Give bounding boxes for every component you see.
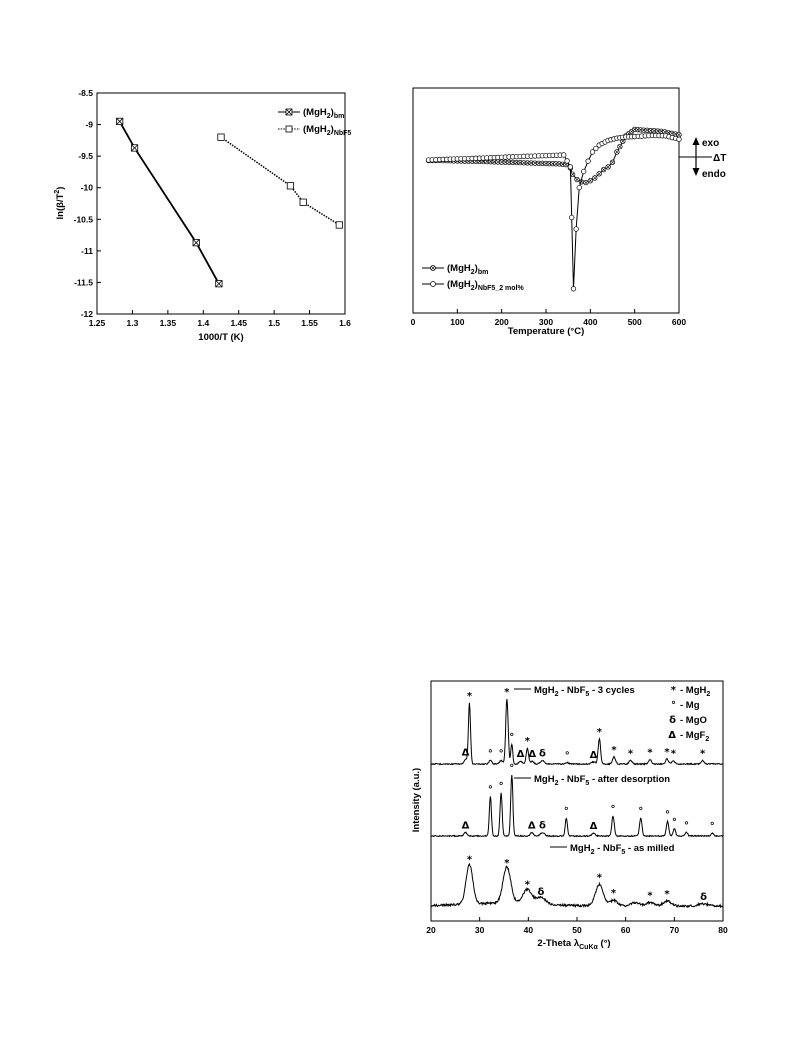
xrd-peak-marker: * bbox=[664, 888, 670, 900]
xrd-peak-marker: ° bbox=[610, 803, 616, 815]
kissinger-y-tick-label: -9.5 bbox=[78, 151, 93, 162]
xrd-peak-marker: * bbox=[627, 748, 634, 760]
xrd-peak-marker: ° bbox=[563, 806, 569, 817]
dsc-x-axis-label: Temperature (°C) bbox=[507, 326, 585, 337]
xrd-peak-marker: ° bbox=[709, 821, 715, 833]
xrd-peak-marker: ° bbox=[564, 750, 570, 762]
xrd-peak-marker: * bbox=[524, 879, 530, 891]
xrd-peak-marker: ° bbox=[498, 748, 504, 760]
xrd-peak-marker: * bbox=[524, 736, 530, 748]
xrd-x-tick-label: 20 bbox=[426, 925, 436, 935]
xrd-phase-symbol: Δ bbox=[668, 730, 676, 741]
xrd-phase-symbol: * bbox=[670, 685, 676, 696]
xrd-x-tick-label: 30 bbox=[474, 925, 485, 935]
dsc-data-point bbox=[571, 287, 576, 292]
dsc-data-point bbox=[615, 150, 620, 155]
kissinger-data-point bbox=[300, 199, 306, 205]
endo-arrow-head bbox=[693, 168, 700, 176]
dsc-x-tick-label: 500 bbox=[627, 317, 642, 327]
xrd-series-label: MgH$_2$ - NbF$_5$ - after desorption bbox=[534, 774, 671, 787]
xrd-peak-marker: δ bbox=[539, 820, 546, 832]
xrd-x-tick-label: 70 bbox=[669, 925, 680, 935]
xrd-peak-marker: * bbox=[670, 748, 676, 760]
xrd-peak-marker: * bbox=[596, 726, 603, 738]
dsc-data-point bbox=[577, 185, 582, 190]
dsc-x-tick-label: 300 bbox=[538, 317, 554, 327]
dsc-data-point bbox=[588, 178, 593, 183]
kissinger-y-tick-label: -11 bbox=[81, 245, 93, 256]
xrd-peak-marker: * bbox=[647, 747, 653, 759]
dsc-data-point bbox=[610, 160, 615, 165]
xrd-phase-label: - Mg bbox=[680, 700, 700, 711]
kissinger-x-tick-label: 1.25 bbox=[88, 318, 106, 328]
dsc-legend-label: $(MgH_2)_{NbF5\_2 mol\%}$ bbox=[447, 279, 524, 292]
kissinger-y-tick-label: -12 bbox=[80, 309, 93, 319]
xrd-peak-marker: ° bbox=[487, 784, 493, 796]
kissinger-data-point bbox=[287, 183, 293, 189]
kissinger-x-axis-label: 1000/T (K) bbox=[198, 332, 244, 343]
xrd-peak-marker: * bbox=[611, 744, 617, 756]
dsc-x-tick-label: 0 bbox=[410, 317, 416, 327]
xrd-peak-marker: * bbox=[647, 890, 653, 902]
dsc-data-point bbox=[606, 165, 611, 170]
dsc-data-point bbox=[574, 227, 579, 232]
xrd-phase-symbol: δ bbox=[669, 715, 676, 726]
xrd-peak-marker: ° bbox=[509, 762, 515, 774]
xrd-x-tick-label: 80 bbox=[718, 925, 728, 935]
xrd-x-tick-label: 40 bbox=[523, 925, 534, 935]
kissinger-legend bbox=[278, 107, 351, 137]
kissinger-data-point bbox=[336, 222, 342, 228]
kissinger-series-line bbox=[221, 137, 339, 225]
xrd-phase-symbol: ° bbox=[671, 700, 676, 711]
kissinger-data-point bbox=[218, 134, 224, 140]
dsc-data-point bbox=[565, 159, 570, 164]
xrd-peak-marker: δ bbox=[537, 886, 545, 898]
xrd-peak-marker: * bbox=[610, 888, 617, 900]
kissinger-x-tick-label: 1.55 bbox=[301, 318, 318, 328]
xrd-peak-marker: * bbox=[466, 854, 473, 866]
dsc-data-point bbox=[677, 132, 682, 137]
kissinger-y-tick-label: -11.5 bbox=[74, 277, 93, 288]
kissinger-y-axis-label: $\ln(\beta/T^2)$ bbox=[54, 186, 66, 220]
dsc-data-point bbox=[584, 180, 589, 185]
dsc-x-tick-label: 600 bbox=[671, 317, 687, 327]
exo-label: exo bbox=[702, 138, 720, 149]
kissinger-y-tick-label: -8.5 bbox=[78, 88, 93, 98]
xrd-phase-legend bbox=[668, 685, 710, 743]
xrd-x-axis-label: 2-Theta $\lambda_{CuK\alpha}$ (°) bbox=[537, 938, 611, 951]
kissinger-legend-label: $(MgH_2)_{bm}$ bbox=[303, 107, 345, 120]
kissinger-y-tick-label: -10 bbox=[80, 182, 93, 193]
dsc-x-tick-label: 100 bbox=[450, 317, 465, 327]
kissinger-y-tick-label: -10.5 bbox=[73, 214, 93, 225]
xrd-peak-marker: Δ bbox=[589, 749, 598, 761]
xrd-x-tick-label: 60 bbox=[620, 925, 631, 935]
xrd-chart bbox=[411, 681, 728, 951]
xrd-peak-marker: Δ bbox=[461, 747, 470, 759]
xrd-peak-marker: * bbox=[504, 687, 510, 699]
xrd-peak-marker: ° bbox=[665, 809, 671, 821]
dsc-x-tick-label: 200 bbox=[494, 317, 509, 327]
dsc-legend bbox=[422, 263, 525, 292]
xrd-series-label: MgH$_2$ - NbF$_5$ - as milled bbox=[570, 843, 675, 856]
kissinger-y-tick-label: -9 bbox=[85, 119, 93, 130]
dsc-legend-label: $(MgH_2)_{bm}$ bbox=[447, 263, 489, 276]
xrd-pattern-line bbox=[431, 864, 723, 907]
xrd-peak-marker: * bbox=[664, 746, 670, 758]
kissinger-data-point bbox=[193, 239, 199, 245]
dsc-data-point bbox=[568, 165, 573, 170]
dsc-data-point bbox=[569, 215, 574, 220]
kissinger-data-point bbox=[116, 118, 122, 124]
xrd-peak-marker: * bbox=[699, 748, 706, 760]
xrd-peak-marker: Δ bbox=[528, 749, 537, 761]
dsc-data-point bbox=[601, 167, 606, 172]
xrd-phase-label: - MgO bbox=[680, 715, 707, 726]
exo-arrow-head bbox=[693, 137, 700, 145]
xrd-phase-label: - MgF$_2$ bbox=[680, 730, 710, 743]
xrd-peak-marker: Δ bbox=[527, 820, 536, 832]
xrd-peak-marker: δ bbox=[700, 891, 707, 903]
kissinger-data-point bbox=[216, 280, 222, 286]
dsc-data-point bbox=[677, 137, 682, 142]
dsc-legend-marker bbox=[431, 266, 436, 271]
dsc-chart bbox=[411, 88, 727, 337]
kissinger-x-tick-label: 1.5 bbox=[268, 318, 281, 328]
xrd-peak-marker: ° bbox=[638, 806, 644, 817]
kissinger-x-tick-label: 1.3 bbox=[126, 318, 139, 328]
xrd-peak-marker: Δ bbox=[461, 820, 470, 832]
xrd-peak-marker: ° bbox=[684, 820, 689, 832]
xrd-series-label: MgH$_2$ - NbF$_5$ - 3 cycles bbox=[534, 685, 635, 698]
dsc-data-point bbox=[592, 176, 597, 181]
xrd-peak-marker: * bbox=[596, 872, 603, 884]
xrd-peak-marker: ° bbox=[498, 780, 504, 792]
exo-endo-indicator bbox=[679, 137, 726, 180]
kissinger-legend-marker bbox=[286, 126, 292, 132]
kissinger-x-tick-label: 1.45 bbox=[230, 318, 247, 328]
dsc-data-point bbox=[618, 144, 623, 149]
endo-label: endo bbox=[702, 169, 726, 180]
xrd-peak-marker: Δ bbox=[516, 749, 525, 761]
kissinger-x-tick-label: 1.6 bbox=[339, 318, 351, 328]
xrd-peak-marker: ° bbox=[509, 731, 515, 743]
kissinger-legend-label: $(MgH_2)_{NbF5}$ bbox=[303, 124, 352, 137]
kissinger-legend-marker bbox=[286, 109, 292, 115]
kissinger-x-tick-label: 1.4 bbox=[197, 318, 210, 328]
xrd-peak-marker: δ bbox=[539, 748, 546, 760]
xrd-y-axis-label: Intensity (a.u.) bbox=[411, 767, 422, 833]
xrd-peak-marker: * bbox=[466, 690, 473, 702]
xrd-peak-marker: * bbox=[504, 858, 510, 869]
kissinger-chart bbox=[54, 88, 351, 343]
kissinger-data-point bbox=[131, 145, 137, 151]
dsc-x-tick-label: 400 bbox=[583, 317, 598, 327]
xrd-phase-label: - MgH$_2$ bbox=[680, 685, 711, 698]
dsc-data-point bbox=[575, 177, 580, 182]
delta-t-label: ΔT bbox=[713, 153, 727, 164]
kissinger-x-tick-label: 1.35 bbox=[159, 318, 177, 328]
dsc-data-point bbox=[561, 153, 566, 158]
xrd-x-tick-label: 50 bbox=[572, 925, 582, 935]
xrd-peak-marker: ° bbox=[487, 748, 493, 760]
dsc-data-point bbox=[586, 159, 591, 164]
dsc-data-point bbox=[597, 172, 602, 177]
xrd-peak-marker: Δ bbox=[589, 821, 598, 833]
xrd-peak-marker: ° bbox=[671, 816, 677, 828]
dsc-data-point bbox=[581, 169, 586, 174]
dsc-legend-marker bbox=[431, 282, 436, 287]
